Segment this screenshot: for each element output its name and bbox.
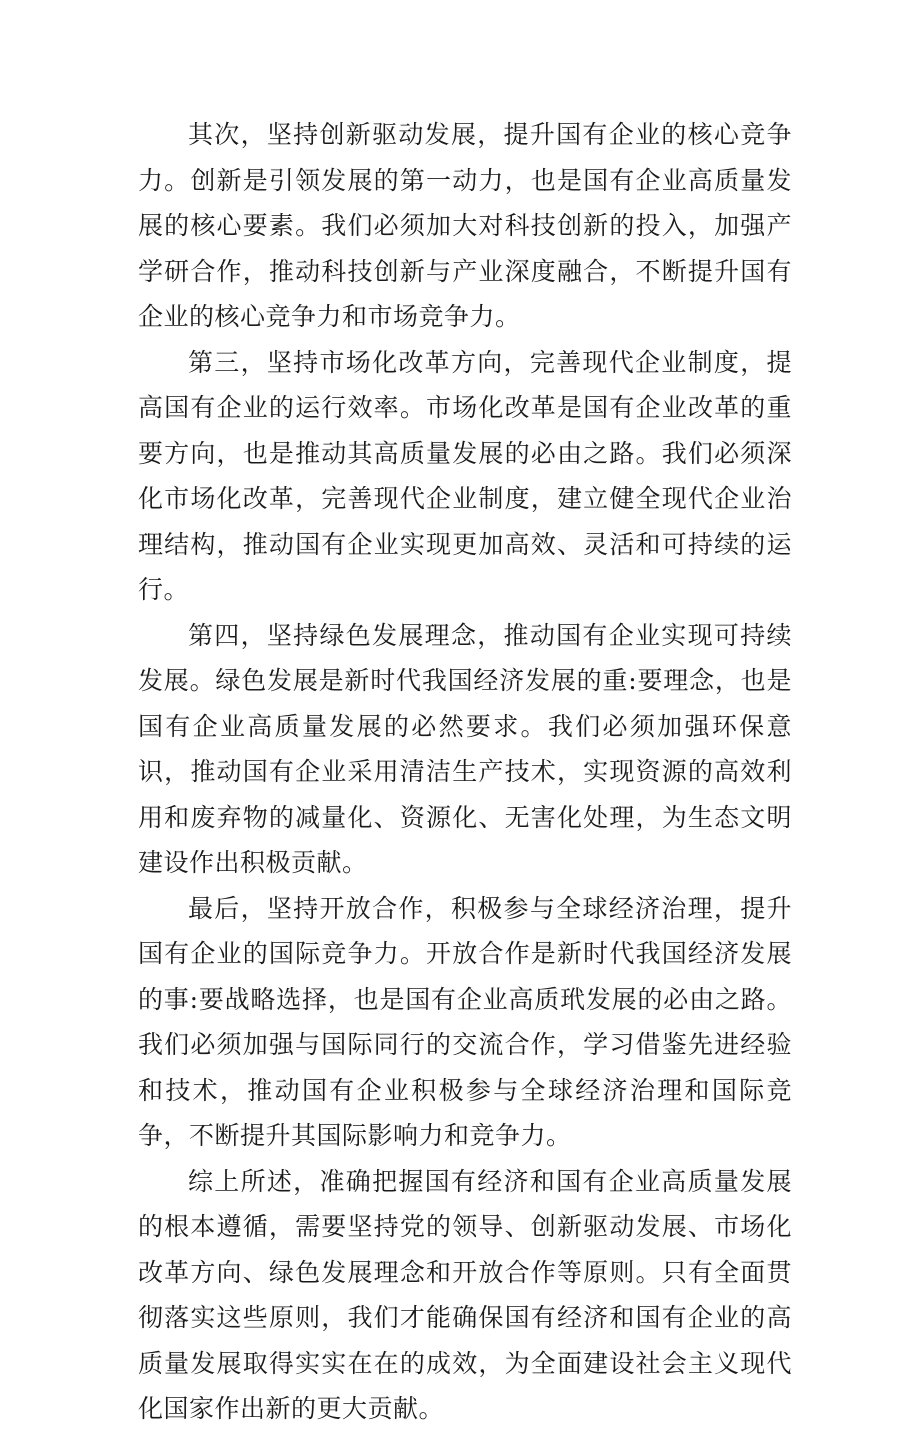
paragraph-conclusion: 综上所述，准确把握国有经济和国有企业高质量发展的根本遵循，需要坚持党的领导、创新驱动发展、市场化改革方向、绿色发展理念和开放合作等原则。只有全面贯彻落实这些原则，我们才能确保国有经济和国有企业的高质量发展取得实实在在的成效，为全面建设社会主义现代化国家作出新的更大贡献。: [138, 1166, 792, 1423]
paragraph-green-development: 第四，坚持绿色发展理念，推动国有企业实现可持续发展。绿色发展是新时代我国经济发展的重:要理念，也是国有企业高质量发展的必然要求。我们必须加强环保意识，推动国有企业采用清洁生产技术，实现资源的高效利用和废弃物的减量化、资源化、无害化处理，为生态文明建设作出积极贡献。: [138, 620, 792, 877]
paragraph-innovation: 其次，坚持创新驱动发展，提升国有企业的核心竞争力。创新是引领发展的第一动力，也是国有企业高质量发展的核心要素。我们必须加大对科技创新的投入，加强产学研合作，推动科技创新与产业深度融合，不断提升国有企业的核心竞争力和市场竞争力。: [138, 120, 792, 331]
document-body: [138, 112, 792, 1432]
paragraph-market-reform: 第三，坚持市场化改革方向，完善现代企业制度，提高国有企业的运行效率。市场化改革是国有企业改革的重要方向，也是推动其高质量发展的必由之路。我们必须深化市场化改革，完善现代企业制度，建立健全现代企业治理结构，推动国有企业实现更加高效、灵活和可持续的运行。: [138, 347, 792, 604]
paragraph-open-cooperation: 最后，坚持开放合作，积极参与全球经济治理，提升国有企业的国际竞争力。开放合作是新时代我国经济发展的事:要战略选择，也是国有企业高质玳发展的必由之路。我们必须加强与国际同行的交流合作，学习借鉴先进经验和技术，推动国有企业积极参与全球经济治理和国际竞争，不断提升其国际影响力和竞争力。: [138, 893, 792, 1150]
